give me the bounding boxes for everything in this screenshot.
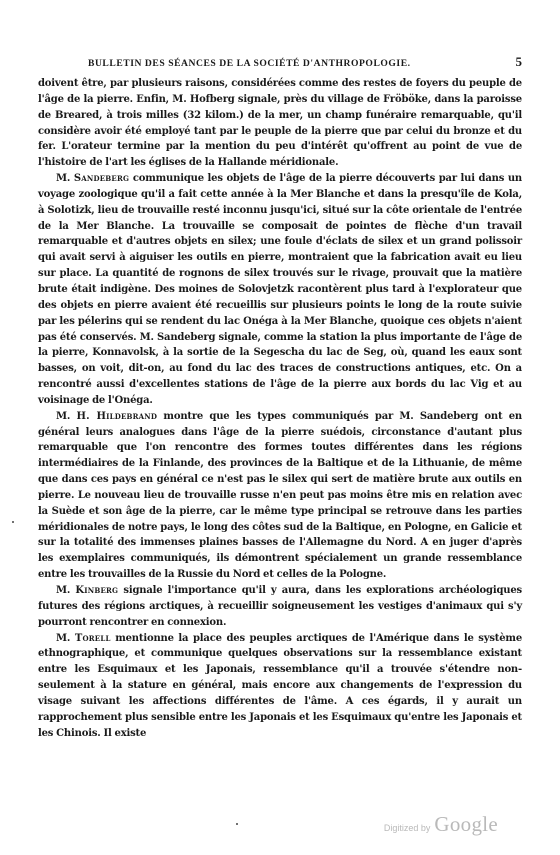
- paragraph-text: mentionne la place des peuples arctiques de l'Amérique dans le système ethnographique, et communique quelques observations sur la ressemblance existant entre les Esquimaux et les Japonais, ressemblance qu'il a trouvée s'étendre non-seulement à la stature en général, mais encore aux changements de l'expression du visage suivant les affections différentes de l'âme. A ces égards, il y aurait un rapprochement plus sensible entre les Japonais et les Esquimaux qu'entre les Japonais et les Chinois. Il existe: [38, 632, 522, 739]
- digitized-watermark: [384, 812, 498, 837]
- paragraph-torell: M. Torell mentionne la place des peuples arctiques de l'Amérique dans le système ethnographique, et communique quelques observations sur la ressemblance existant entre les Esquimaux et les Japonais, ressemblance qu'il a trouvée s'étendre non-seulement à la stature en général, mais encore aux changements de l'expression du visage suivant les affections différentes de l'âme. A ces égards, il y aurait un rapprochement plus sensible entre les Japonais et les Esquimaux qu'entre les Japonais et les Chinois. Il existe: [38, 632, 522, 739]
- speaker-name: Kinberg: [75, 585, 119, 596]
- running-head: [38, 54, 522, 68]
- body-text: [38, 76, 522, 741]
- paragraph-text: signale l'importance qu'il y aura, dans les explorations archéologiques futures des régions arctiques, à recueillir soigneusement les vestiges d'animaux qui s'y pourront rencontrer en connexion.: [38, 585, 523, 628]
- paragraph-text: montre que les types communiqués par M. Sandeberg ont en général leurs analogues dans l'âge de la pierre suédois, circonstance d'autant plus remarquable que l'on rencontre des formes toutes différentes dans les régions intermédiaires de la Finlande, des provinces de la Baltique et de la Lithuanie, de même que dans ces pays en général ce n'est pas le silex qui sert de matière brute aux outils en pierre. Le nouveau lieu de trouvaille russe n'en peut pas moins être mis en relation avec la Suède et son âge de la pierre, car le même type principal se retrouve dans les parties méridionales de notre pays, le long des côtes sud de la Baltique, en Pologne, en Galicie et sur la totalité des immenses plaines basses de l'Allemagne du Nord. A en juger d'après les exemplaires communiqués, ils démontrent spécialement un grande ressemblance entre les trouvailles de la Russie du Nord et celles de la Pologne.: [38, 410, 522, 581]
- speaker-name: Sandeberg: [73, 173, 130, 185]
- paragraph-kinberg: M. Kinberg signale l'importance qu'il y aura, dans les explorations archéologiques futures des régions arctiques, à recueillir soigneusement les vestiges d'animaux qui s'y pourront rencontrer en connexion.: [38, 585, 523, 628]
- paragraph-text: doivent être, par plusieurs raisons, considérées comme des restes de foyers du peuple de l'âge de la pierre. Enfin, M. Hofberg signale, près du village de Fröböke, dans la paroisse de Breared, à trois milles (32 kilom.) de la mer, un champ funéraire remarquable, qu'il considère avoir été employé tant par le peuple de la pierre que par celui du bronze et du fer. L'orateur termine par la mention du peu d'intérêt qu'offrent au point de vue de l'histoire de l'art les églises de la Hallande méridionale.: [38, 78, 522, 169]
- page-number: 5: [515, 54, 522, 69]
- scan-speck: [12, 521, 14, 523]
- scan-speck: [236, 823, 238, 825]
- speaker-name: H. Hildebrand: [76, 410, 158, 422]
- paragraph-sandeberg: M. Sandeberg communique les objets de l'âge de la pierre découverts par lui dans un voyage zoologique qu'il a fait cette année à la Mer Blanche et dans la presqu'île de Kola, à Solotizk, lieu de trouvaille resté inconnu jusqu'ici, situé sur la côte orientale de l'entrée de la Mer Blanche. La trouvaille se composait de pointes de flèche d'un travail remarquable et d'autres objets en silex; une foule d'éclats de silex et un grand polissoir qui avait servi à aiguiser les outils en pierre, montraient que la fabrication avait eu lieu sur place. La quantité de rognons de silex trouvés sur le rivage, prouvait que la matière brute était indigène. Des moines de Solovjetzk racontèrent plus tard à l'explorateur que des objets en pierre avaient été recueillis sur plusieurs points le long de la route suivie par les pélerins qui se rendent du lac Onéga à la Mer Blanche, quoique ces objets n'aient pas été conservés. M. Sandeberg signale, comme la station la plus importante de l'âge de la pierre, Konnavolsk, à la sortie de la Segescha du lac de Seg, où, quand les eaux sont basses, on voit, dit-on, au fond du lac des traces de constructions antiques, etc. On a rencontré aussi d'excellentes stations de l'âge de la pierre aux bords du lac Vig et au voisinage de l'Onéga.: [38, 173, 523, 406]
- google-logo: Google: [434, 812, 498, 836]
- running-title: BULLETIN DES SÉANCES DE LA SOCIÉTÉ D'ANTHROPOLOGIE.: [88, 58, 411, 69]
- speaker-name: Torell: [74, 632, 111, 644]
- paragraph-hildebrand: M. H. Hildebrand montre que les types communiqués par M. Sandeberg ont en général leurs analogues dans l'âge de la pierre suédois, circonstance d'autant plus remarquable que l'on rencontre des formes toutes différentes dans les régions intermédiaires de la Finlande, des provinces de la Baltique et de la Lithuanie, de même que dans ces pays en général ce n'est pas le silex qui sert de matière brute aux outils en pierre. Le nouveau lieu de trouvaille russe n'en peut pas moins être mis en relation avec la Suède et son âge de la pierre, car le même type principal se retrouve dans les parties méridionales de notre pays, le long des côtes sud de la Baltique, en Pologne, en Galicie et sur la totalité des immenses plaines basses de l'Allemagne du Nord. A en juger d'après les exemplaires communiqués, ils démontrent spécialement un grande ressemblance entre les trouvailles de la Russie du Nord et celles de la Pologne.: [38, 410, 522, 581]
- paragraph-hofberg-continuation: [38, 76, 522, 171]
- paragraph-text: communique les objets de l'âge de la pierre découverts par lui dans un voyage zoologique qu'il a fait cette année à la Mer Blanche et dans la presqu'île de Kola, à Solotizk, lieu de trouvaille resté inconnu jusqu'ici, situé sur la côte orientale de l'entrée de la Mer Blanche. La trouvaille se composait de pointes de flèche d'un travail remarquable et d'autres objets en silex; une foule d'éclats de silex et un grand polissoir qui avait servi à aiguiser les outils en pierre, montraient que la fabrication avait eu lieu sur place. La quantité de rognons de silex trouvés sur le rivage, prouvait que la matière brute était indigène. Des moines de Solovjetzk racontèrent plus tard à l'explorateur que des objets en pierre avaient été recueillis sur plusieurs points le long de la route suivie par les pélerins qui se rendent du lac Onéga à la Mer Blanche, quoique ces objets n'aient pas été conservés. M. Sandeberg signale, comme la station la plus importante de l'âge de la pierre, Konnavolsk, à la sortie de la Segescha du lac de Seg, où, quand les eaux sont basses, on voit, dit-on, au fond du lac des traces de constructions antiques, etc. On a rencontré aussi d'excellentes stations de l'âge de la pierre aux bords du lac Vig et au voisinage de l'Onéga.: [38, 173, 523, 406]
- watermark-prefix: Digitized by: [383, 823, 431, 833]
